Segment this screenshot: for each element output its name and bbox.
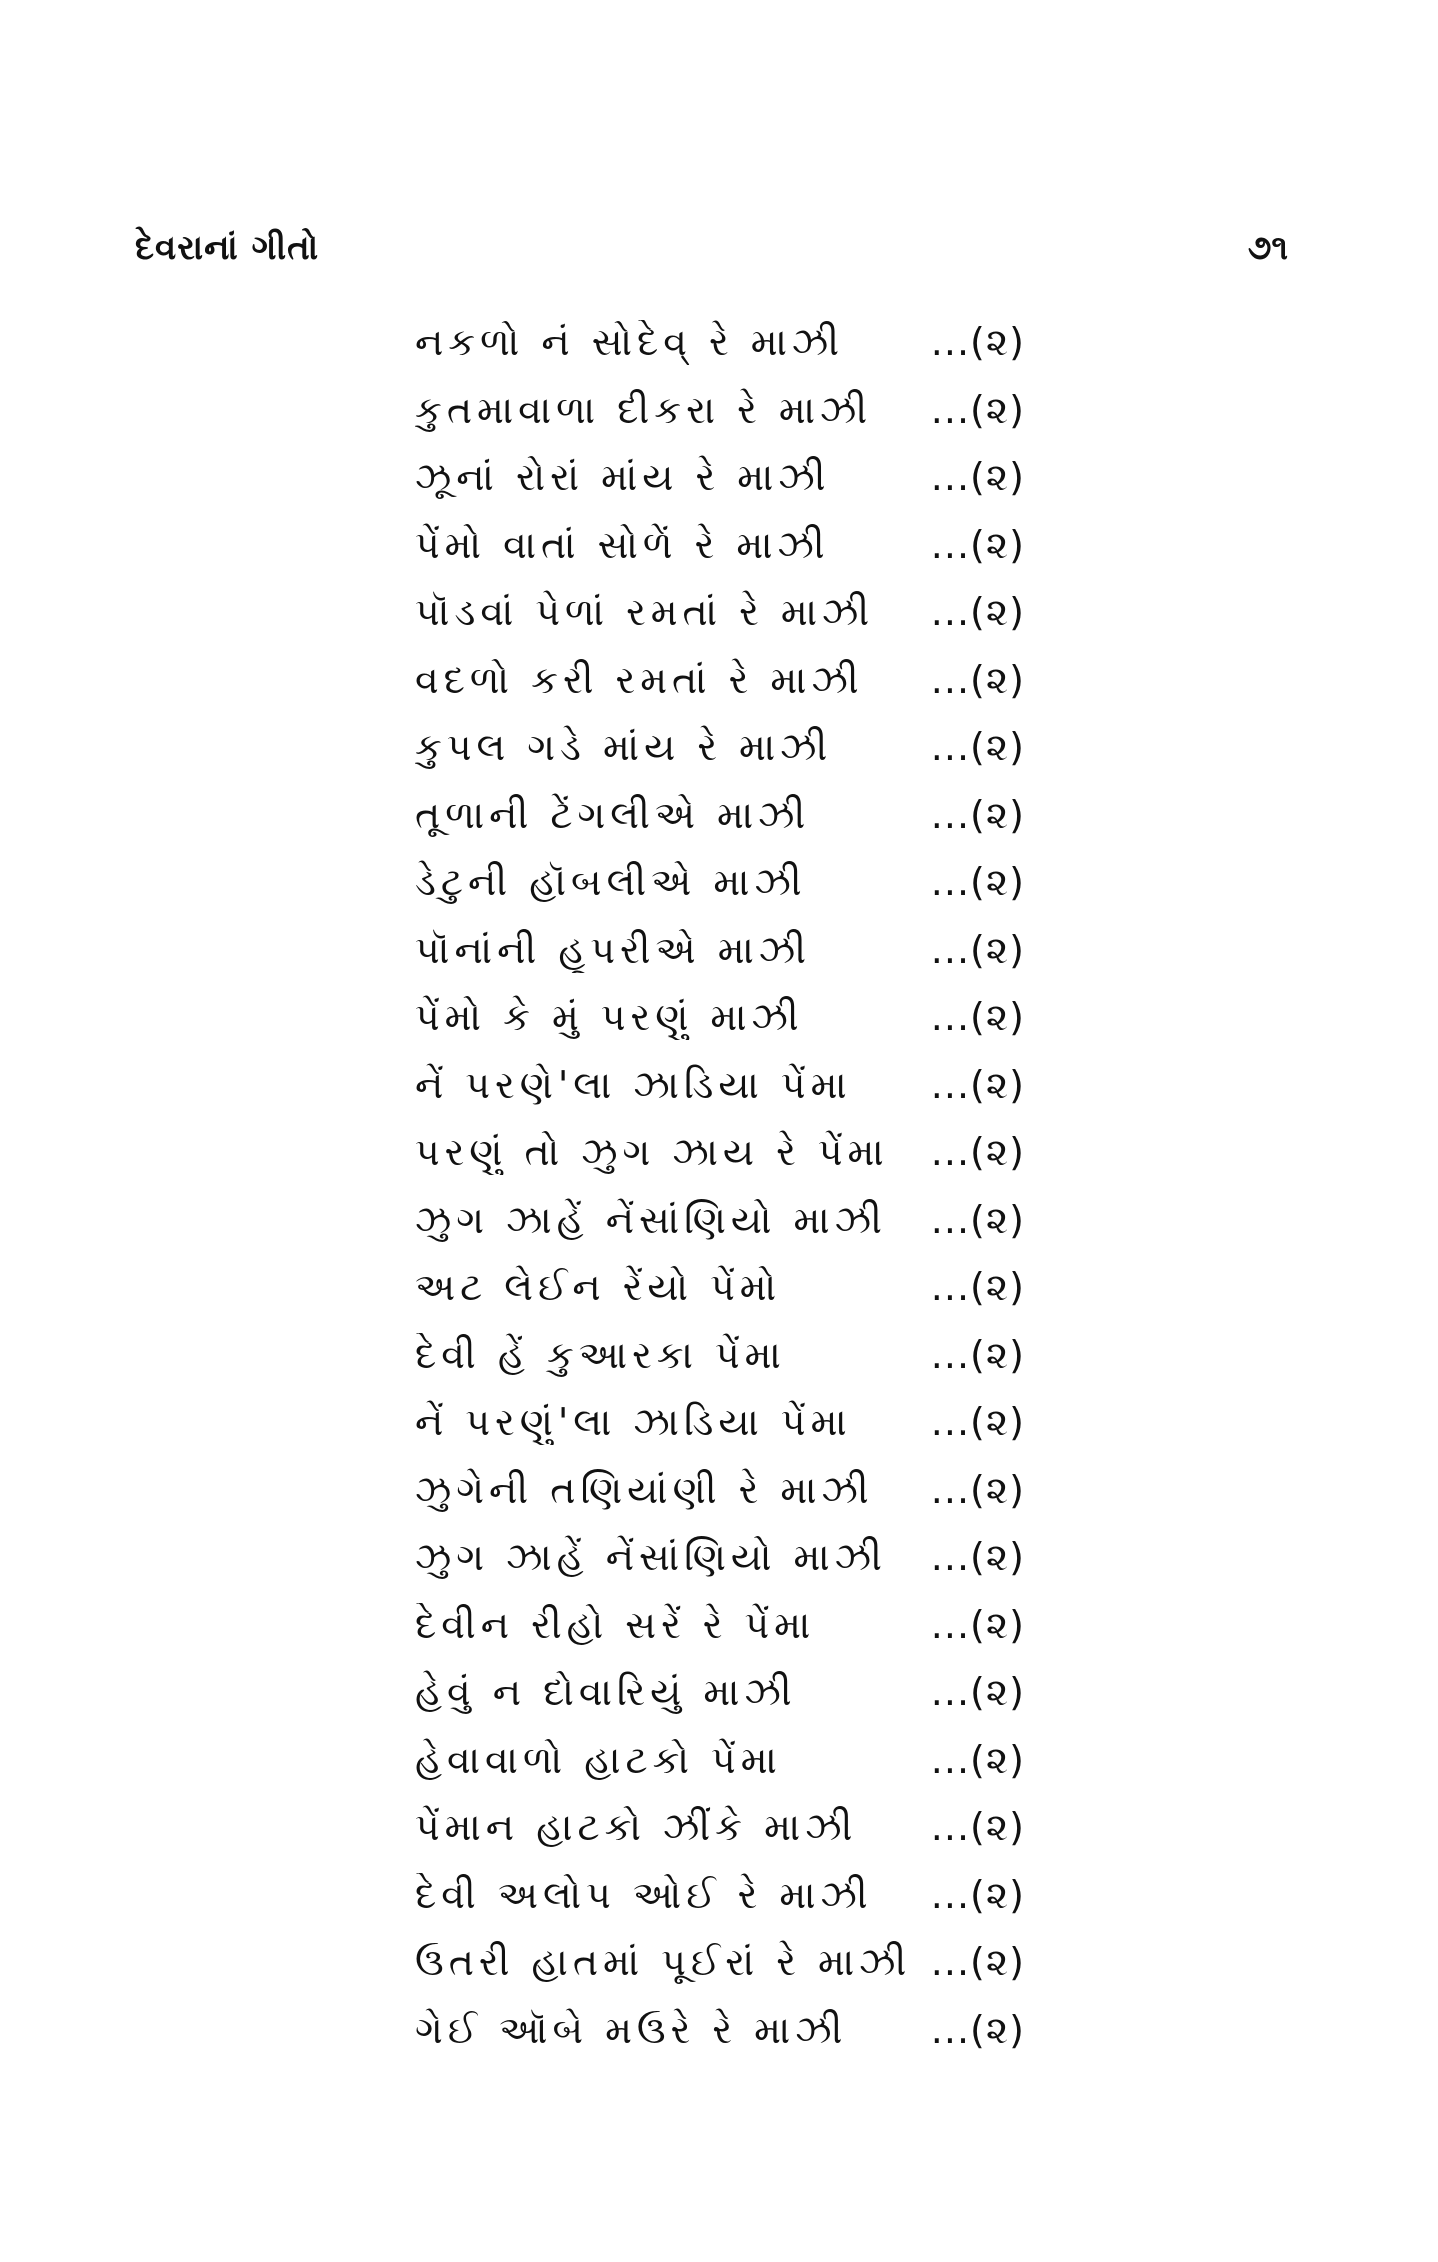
refrain-marker: ...(૨) [930,860,1025,904]
refrain-marker: ...(૨) [930,1737,1025,1782]
refrain-marker: ...(૨) [930,1872,1025,1917]
refrain-marker: ...(૨) [930,1400,1025,1444]
verse-line [415,1333,1025,1401]
verse-line [415,1063,1025,1131]
verse-line [415,793,1025,861]
refrain-marker: ...(૨) [930,590,1025,634]
verse-line [415,1198,1025,1266]
verse-line [415,658,1025,726]
song-verse [415,320,1025,2075]
refrain-marker: ...(૨) [930,1805,1025,1849]
verse-line [415,1400,1025,1468]
refrain-marker: ...(૨) [930,387,1025,432]
refrain-marker: ...(૨) [930,320,1025,364]
verse-line-text: ઝુગ ઝાહેં નેંસાંણિયો માઝી [415,1197,887,1242]
refrain-marker: ...(૨) [930,522,1025,567]
verse-line-text: તૂળાની ટેંગલીએ માઝી [415,792,811,837]
verse-line-text: દેવી અલોપ ઓઈ રે માઝી [415,1872,873,1917]
refrain-marker: ...(૨) [930,1332,1025,1377]
verse-line-text: હેવું ન દોવારિયું માઝી [415,1670,797,1714]
verse-line [415,995,1025,1063]
verse-line-text: નેં પરણું'લા ઝાડિયા પેંમા [415,1400,852,1444]
refrain-marker: ...(૨) [930,725,1025,769]
refrain-marker: ...(૨) [930,2007,1025,2052]
verse-line [415,1670,1025,1738]
verse-line-text: દેવીન રીહો સરેં રે પેંમા [415,1602,816,1647]
verse-line [415,1468,1025,1536]
verse-line [415,1603,1025,1671]
refrain-marker: ...(૨) [930,1535,1025,1579]
verse-line [415,523,1025,591]
verse-line-text: ગેઈ ઑબે મઉરે રે માઝી [415,2007,848,2052]
verse-line-text: દેવી હેં કુઆરકા પેંમા [415,1332,786,1377]
refrain-marker: ...(૨) [930,1197,1025,1242]
page-number: ૭૧ [1247,228,1288,268]
verse-line [415,320,1025,388]
verse-line [415,1940,1025,2008]
refrain-marker: ...(૨) [930,657,1025,702]
verse-line [415,2008,1025,2076]
refrain-marker: ...(૨) [930,1940,1025,1984]
refrain-marker: ...(૨) [930,1467,1025,1512]
verse-line-text: અટ લેઈન રેંયો પેંમો [415,1265,782,1309]
verse-line [415,1738,1025,1806]
running-title: દેવરાનાં ગીતો [135,228,320,268]
verse-line-text: કુતમાવાળા દીકરા રે માઝી [415,387,873,432]
verse-line-text: ઉતરી હાતમાં પૂઈરાં રે માઝી [415,1940,912,1984]
verse-line [415,928,1025,996]
verse-line-text: પેંમો વાતાં સોળેં રે માઝી [415,522,830,567]
verse-line-text: પેંમો કે મું પરણું માઝી [415,995,804,1039]
verse-line [415,860,1025,928]
verse-line-text: ઝુગ ઝાહેં નેંસાંણિયો માઝી [415,1535,887,1579]
refrain-marker: ...(૨) [930,1265,1025,1309]
verse-line-text: પરણું તો ઝુગ ઝાય રે પેંમા [415,1130,889,1174]
refrain-marker: ...(૨) [930,927,1025,972]
refrain-marker: ...(૨) [930,1062,1025,1107]
verse-line [415,455,1025,523]
verse-line [415,1805,1025,1873]
verse-line-text: પૉડવાં પેળાં રમતાં રે માઝી [415,590,875,634]
verse-line-text: ઝૂનાં રોરાં માંય રે માઝી [415,455,831,499]
verse-line-text: નકળો નં સોદેવ્ રે માઝી [415,320,845,364]
verse-line-text: નેં પરણે'લા ઝાડિયા પેંમા [415,1062,852,1107]
verse-line-text: હેવાવાળો હાટકો પેંમા [415,1737,782,1782]
verse-line-text: ડેટુની હૉબલીએ માઝી [415,860,807,904]
verse-line-text: પેંમાન હાટકો ઝીંકે માઝી [415,1805,858,1849]
refrain-marker: ...(૨) [930,792,1025,837]
refrain-marker: ...(૨) [930,1130,1025,1174]
refrain-marker: ...(૨) [930,1602,1025,1647]
verse-line-text: ઝુગેની તણિયાંણી રે માઝી [415,1467,874,1512]
verse-line-text: કુપલ ગડે માંય રે માઝી [415,725,833,769]
verse-line [415,1535,1025,1603]
verse-line [415,1873,1025,1941]
verse-line-text: પૉનાંની હૂપરીએ માઝી [415,927,811,972]
verse-line [415,388,1025,456]
refrain-marker: ...(૨) [930,1670,1025,1714]
refrain-marker: ...(૨) [930,455,1025,499]
verse-line-text: વદળો કરી રમતાં રે માઝી [415,657,864,702]
refrain-marker: ...(૨) [930,995,1025,1039]
verse-line [415,725,1025,793]
verse-line [415,1130,1025,1198]
verse-line [415,590,1025,658]
verse-line [415,1265,1025,1333]
